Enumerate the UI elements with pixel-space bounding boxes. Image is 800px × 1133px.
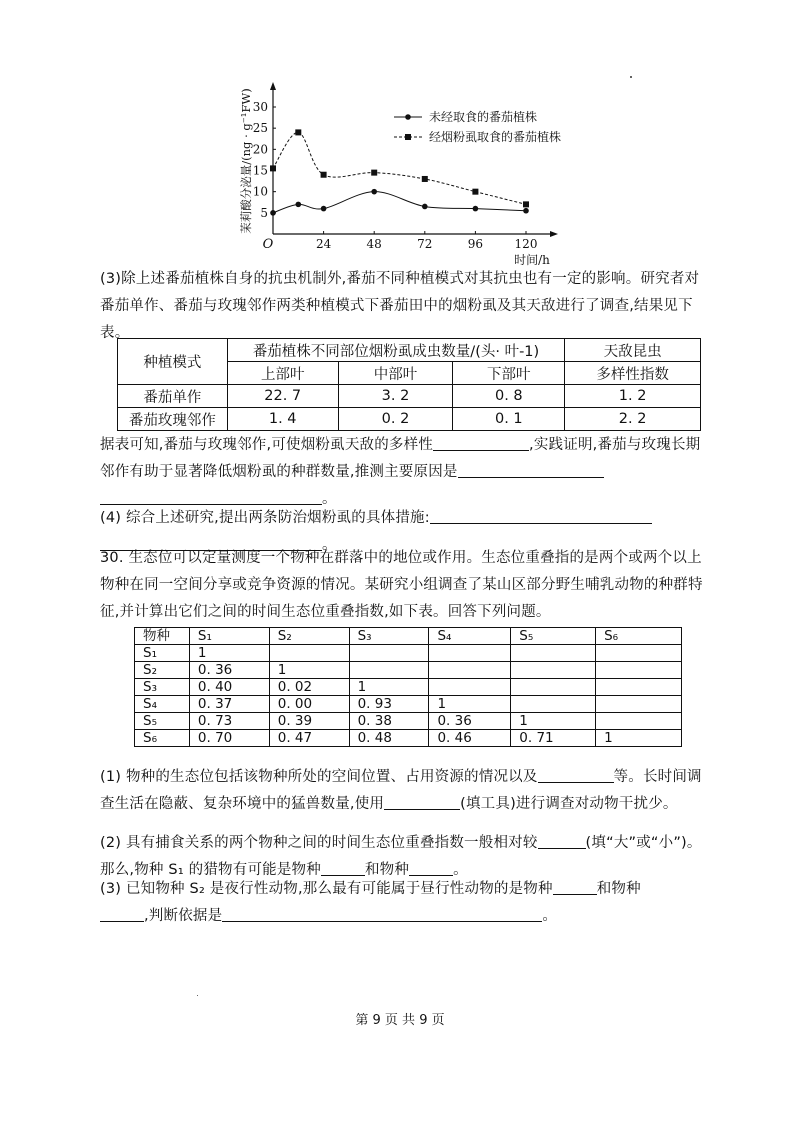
table-cell: [269, 645, 349, 662]
table-cell: [596, 679, 682, 696]
table-cell: 1. 4: [227, 408, 338, 431]
chart-axes: [270, 82, 558, 237]
answer-blank: [100, 488, 322, 505]
after-table-text: [100, 432, 710, 513]
y-tick-label: 30: [252, 100, 268, 114]
table-row: [135, 730, 682, 747]
y-tick-label: 5: [260, 205, 268, 220]
table-cell: 0. 1: [453, 408, 565, 431]
table-cell: S₅: [135, 713, 190, 730]
table-cell: 1. 2: [565, 385, 701, 408]
after-table-end: 。: [322, 491, 337, 507]
data-point: [472, 189, 478, 195]
answer-blank: [458, 461, 604, 478]
y-tick-label: 10: [252, 184, 268, 199]
legend-marker-untreated: [405, 114, 411, 120]
table-cell: [596, 713, 682, 730]
table-cell: 0. 71: [511, 730, 596, 747]
table-row: [135, 713, 682, 730]
niche-overlap-table: [134, 627, 682, 747]
q30-2-part-c: 和物种: [364, 862, 410, 878]
col-header-upper: 上部叶: [227, 362, 338, 385]
table-cell: [349, 645, 429, 662]
col-header-diversity: 多样性指数: [565, 362, 701, 385]
q30-1-part-b: 等。长时间调查生活在隐蔽、复杂环境中的猛兽数量,使用: [100, 769, 702, 812]
table-row: [135, 696, 682, 713]
table-cell: 0. 00: [269, 696, 349, 713]
table-row: [118, 408, 701, 431]
table-cell: 0. 37: [189, 696, 269, 713]
data-point: [473, 206, 479, 212]
x-tick-label: 72: [417, 237, 433, 251]
y-axis-arrow: [270, 82, 276, 90]
table-row: [118, 385, 701, 408]
answer-blank: [321, 859, 365, 876]
answer-blank: [553, 878, 597, 895]
table-cell: S₁: [135, 645, 190, 662]
data-point: [321, 206, 327, 212]
table-cell: S₄: [135, 696, 190, 713]
table-cell: [349, 662, 429, 679]
data-point: [295, 129, 301, 135]
table-row: [135, 679, 682, 696]
table-cell: 0. 38: [349, 713, 429, 730]
q30-1-part-c: (填工具)进行调查对动物干扰少。: [460, 796, 678, 812]
data-point: [296, 202, 302, 208]
col-header-mode: 种植模式: [118, 339, 228, 385]
data-point: [422, 204, 428, 210]
col-header-enemy: 天敌昆虫: [565, 339, 701, 362]
question-4-end: 。: [322, 537, 337, 553]
q30-2-part-b: (填“大”或“小”)。那么,物种 S₁ 的猎物有可能是物种: [100, 835, 702, 878]
table-cell: [511, 662, 596, 679]
table-cell: [429, 662, 511, 679]
data-point: [270, 165, 276, 171]
chart-legend: [394, 109, 561, 144]
q30-2-part-d: 。: [453, 862, 468, 878]
table-header-cell: S₅: [511, 628, 596, 645]
table-cell: 1: [269, 662, 349, 679]
col-header-whitefly-count: 番茄植株不同部位烟粉虱成虫数量/(头· 叶-1): [227, 339, 564, 362]
table-cell: 0. 48: [349, 730, 429, 747]
question-30-text: 30. 生态位可以定量测度一个物种在群落中的地位或作用。生态位重叠指的是两个或两个以上物种在同一空间分享或竞争资源的情况。某研究小组调查了某山区部分野生哺乳动物的种群特征,并计算出它们之间的时间生态位重叠指数,如下表。回答下列问题。: [100, 550, 703, 620]
table-row: [135, 645, 682, 662]
table-cell: 番茄单作: [118, 385, 228, 408]
after-table-part1: 据表可知,番茄与玫瑰邻作,可使烟粉虱天敌的多样性: [100, 437, 434, 453]
data-point: [523, 208, 529, 214]
table-cell: 22. 7: [227, 385, 338, 408]
col-header-middle: 中部叶: [338, 362, 453, 385]
chart-svg: [236, 74, 576, 266]
q30-3-part-c: ,判断依据是: [144, 908, 223, 924]
table-cell: 0. 8: [453, 385, 565, 408]
origin-label: O: [262, 237, 274, 252]
table-header-cell: 物种: [135, 628, 190, 645]
data-point: [523, 201, 529, 207]
table-header-row: [135, 628, 682, 645]
question-4-prompt: (4) 综合上述研究,提出两条防治烟粉虱的具体措施:: [100, 510, 430, 526]
table-cell: 0. 70: [189, 730, 269, 747]
table-cell: 0. 36: [429, 713, 511, 730]
y-tick-label: 20: [252, 142, 268, 157]
answer-blank: [433, 434, 529, 451]
question-30-3: [100, 876, 710, 930]
data-point: [422, 176, 428, 182]
x-axis-label: 时间/h: [514, 253, 550, 267]
answer-blank: [430, 507, 652, 524]
table-cell: [511, 679, 596, 696]
table-header-cell: S₁: [189, 628, 269, 645]
table-cell: 0. 93: [349, 696, 429, 713]
table-cell: [596, 645, 682, 662]
legend-label-fed: 经烟粉虱取食的番茄植株: [429, 130, 562, 144]
table-cell: [429, 645, 511, 662]
jasmonic-acid-chart: [236, 74, 576, 266]
table-cell: S₂: [135, 662, 190, 679]
table-cell: 0. 73: [189, 713, 269, 730]
table-cell: [596, 696, 682, 713]
table-cell: 0. 46: [429, 730, 511, 747]
legend-marker-fed: [405, 134, 411, 140]
planting-mode-table: [117, 338, 701, 431]
table-cell: 1: [189, 645, 269, 662]
answer-blank: [222, 905, 542, 922]
table-header-cell: S₆: [596, 628, 682, 645]
legend-label-untreated: 未经取食的番茄植株: [429, 110, 538, 124]
q30-3-part-a: (3) 已知物种 S₂ 是夜行性动物,那么最有可能属于昼行性动物的是物种: [100, 881, 553, 897]
x-tick-label: 96: [467, 237, 484, 251]
x-tick-label: 120: [514, 237, 538, 251]
table-cell: [429, 679, 511, 696]
q30-1-part-a: (1) 物种的生态位包括该物种所处的空间位置、占用资源的情况以及: [100, 769, 538, 785]
y-axis-label: 茉莉酸分泌量/(ng · g⁻¹FW): [239, 88, 253, 234]
answer-blank: [384, 793, 460, 810]
table-cell: 0. 2: [338, 408, 453, 431]
table-cell: 1: [349, 679, 429, 696]
table-header-cell: S₃: [349, 628, 429, 645]
table-cell: [511, 645, 596, 662]
table-row: [135, 662, 682, 679]
q30-3-part-d: 。: [542, 908, 558, 924]
page-footer: 第 9 页 共 9 页: [355, 1013, 445, 1028]
table-cell: 1: [429, 696, 511, 713]
question-30-1: [100, 764, 710, 818]
table-cell: 0. 40: [189, 679, 269, 696]
answer-blank: [100, 905, 144, 922]
answer-blank: [538, 832, 586, 849]
table-cell: 2. 2: [565, 408, 701, 431]
table-cell: [596, 662, 682, 679]
y-tick-label: 25: [252, 121, 268, 136]
table-header-cell: S₂: [269, 628, 349, 645]
table-cell: 0. 39: [269, 713, 349, 730]
x-tick-label: 48: [366, 237, 382, 251]
question-3-text: (3)除上述番茄植株自身的抗虫机制外,番茄不同种植模式对其抗虫也有一定的影响。研究者对番茄单作、番茄与玫瑰邻作两类种植模式下番茄田中的烟粉虱及其天敌进行了调查,结果见下表。: [100, 271, 700, 341]
y-tick-label: 15: [252, 163, 268, 178]
data-point: [371, 170, 377, 176]
table-cell: S₆: [135, 730, 190, 747]
x-axis-arrow: [550, 231, 558, 237]
data-point: [270, 210, 276, 216]
speck-dot: [197, 995, 198, 996]
data-point: [371, 189, 377, 195]
q30-2-part-a: (2) 具有捕食关系的两个物种之间的时间生态位重叠指数一般相对较: [100, 835, 538, 851]
table-cell: 1: [596, 730, 682, 747]
table-cell: 番茄玫瑰邻作: [118, 408, 228, 431]
table-cell: [511, 696, 596, 713]
col-header-lower: 下部叶: [453, 362, 565, 385]
answer-blank: [409, 859, 453, 876]
table-cell: S₃: [135, 679, 190, 696]
table-header-row: [118, 339, 701, 362]
table-cell: 1: [511, 713, 596, 730]
table-cell: 0. 02: [269, 679, 349, 696]
table-cell: 0. 47: [269, 730, 349, 747]
table-cell: 0. 36: [189, 662, 269, 679]
x-tick-label: 24: [315, 237, 332, 251]
q30-3-part-b: 和物种: [596, 881, 641, 897]
table-cell: 3. 2: [338, 385, 453, 408]
table-header-cell: S₄: [429, 628, 511, 645]
speck-dot: [630, 76, 632, 78]
after-table-part2: ,实践证明,番茄与玫瑰长期邻作有助于显著降低烟粉虱的种群数量,推测主要原因是: [100, 437, 701, 480]
answer-blank: [538, 766, 614, 783]
data-point: [321, 172, 327, 178]
